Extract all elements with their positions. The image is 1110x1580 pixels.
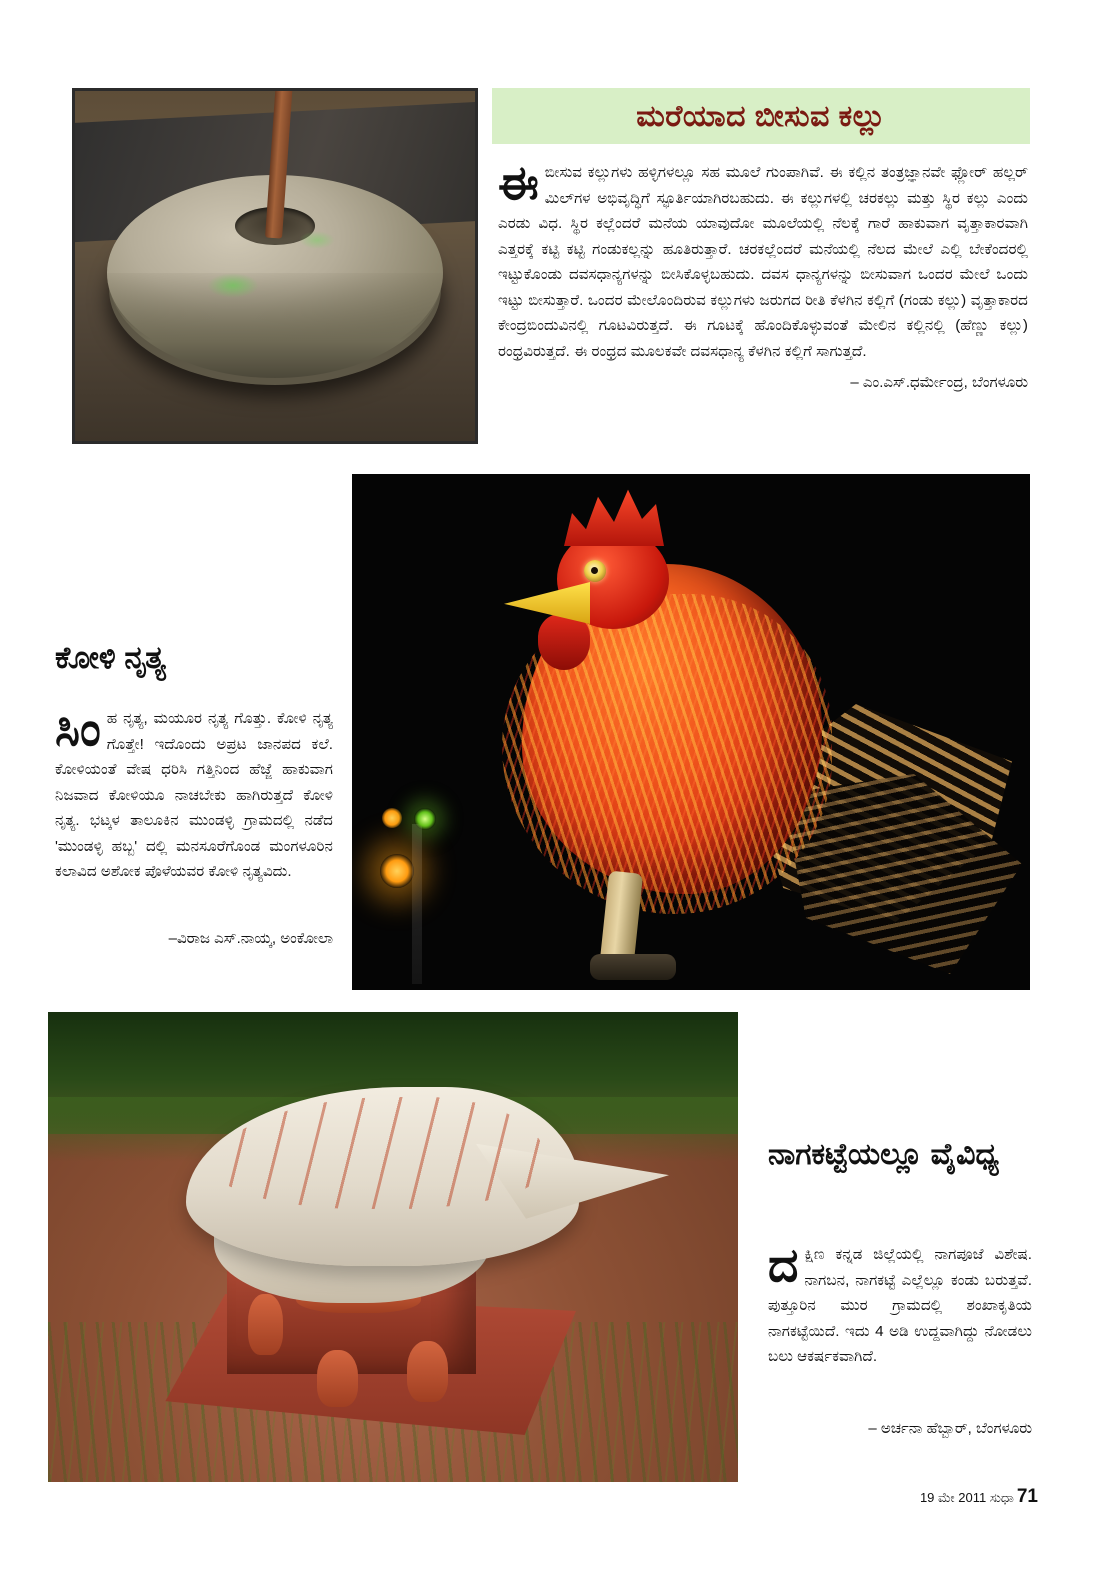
article3-body-text: ಕ್ಷಿಣ ಕನ್ನಡ ಜಿಲ್ಲೆಯಲ್ಲಿ ನಾಗಪೂಜೆ ವಿಶೇಷ. ನಾಗಬನ, ನಾಗಕಟ್ಟೆ ಎಲ್ಲೆಲ್ಲೂ ಕಂಡು ಬರುತ್ತವೆ. ಪುತ್ತೂರಿನ ಮುರ ಗ್ರಾಮದಲ್ಲಿ ಶಂಖಾಕೃತಿಯ ನಾಗಕಟ್ಟೆಯಿದೆ. ಇದು 4 ಅಡಿ ಉದ್ದವಾಗಿದ್ದು ನೋಡಲು ಬಲು ಆಕರ್ಷಕವಾಗಿದೆ. — [768, 1246, 1032, 1365]
article2-body-text: ಹ ನೃತ್ಯ, ಮಯೂರ ನೃತ್ಯ ಗೊತ್ತು. ಕೋಳಿ ನೃತ್ಯ ಗೊತ್ತೇ! ಇದೊಂದು ಅಪ್ರಟ ಜಾನಪದ ಕಲೆ. ಕೋಳಿಯಂತೆ ವೇಷ ಧರಿಸಿ ಗತ್ತಿನಿಂದ ಹೆಜ್ಜೆ ಹಾಕುವಾಗ ನಿಜವಾದ ಕೋಳಿಯೂ ನಾಚಬೇಕು ಹಾಗಿರುತ್ತದೆ ಕೋಳಿ ನೃತ್ಯ. ಭಟ್ಕಳ ತಾಲೂಕಿನ ಮುಂಡಳ್ಳಿ ಗ್ರಾಮದಲ್ಲಿ ನಡೆದ 'ಮುಂಡಳ್ಳಿ ಹಬ್ಬ' ದಲ್ಲಿ ಮನಸೂರೆಗೊಂಡ ಮಂಗಳೂರಿನ ಕಲಾವಿದ ಅಶೋಕ ಪೊಳೆಯವರ ಕೋಳಿ ನೃತ್ಯವಿದು. — [55, 710, 333, 880]
photo-rooster-dancer — [352, 474, 1030, 990]
photo2-lamp-orange-small — [382, 808, 402, 828]
photo3-snake-carving-3 — [317, 1350, 358, 1406]
photo2-rooster-eye — [584, 560, 606, 582]
article3-body — [768, 1238, 1032, 1370]
photo2-lamp-pole — [412, 824, 422, 984]
article3-title: ನಾಗಕಟ್ಟೆಯಲ್ಲೂ ವೈವಿಧ್ಯ — [768, 1138, 999, 1171]
footer-issue-text: 19 ಮೇ 2011 ಸುಧಾ — [919, 1490, 1014, 1505]
photo2-lamp-green — [414, 808, 436, 830]
photo2-lamp-orange — [380, 854, 414, 888]
photo2-rooster-comb — [564, 486, 664, 546]
photo2-rooster-wattle — [538, 614, 590, 670]
article2-title: ಕೋಳಿ ನೃತ್ಯ — [55, 640, 166, 675]
article2-body — [55, 702, 333, 885]
article1-body-text: ಬೀಸುವ ಕಲ್ಲುಗಳು ಹಳ್ಳಿಗಳಲ್ಲೂ ಸಹ ಮೂಲೆ ಗುಂಪಾಗಿವೆ. ಈ ಕಲ್ಲಿನ ತಂತ್ರಜ್ಞಾನವೇ ಫ್ಲೋರ್ ಹಲ್ಲರ್ ಮಿಲ್‌ಗಳ ಅಭಿವೃದ್ಧಿಗೆ ಸ್ಫೂರ್ತಿಯಾಗಿರಬಹುದು. ಈ ಕಲ್ಲುಗಳಲ್ಲಿ ಚರಕಲ್ಲು ಮತ್ತು ಸ್ಥಿರ ಕಲ್ಲು ಎಂದು ಎರಡು ವಿಧ. ಸ್ಥಿರ ಕಲ್ಲೆಂದರೆ ಮನೆಯ ಯಾವುದೋ ಮೂಲೆಯಲ್ಲಿ ನೆಲಕ್ಕೆ ಗಾರೆ ಹಾಕುವಾಗ ವೃತ್ತಾಕಾರವಾಗಿ ಎತ್ತರಕ್ಕೆ ಕಟ್ಟಿ ಕಟ್ಟಿ ಗಂಡುಕಲ್ಲನ್ನು ಹೂತಿರುತ್ತಾರೆ. ಚರಕಲ್ಲೆಂದರೆ ಮನೆಯಲ್ಲಿ ನೆಲದ ಮೇಲೆ ಎಲ್ಲಿ ಬೇಕೆಂದರಲ್ಲಿ ಇಟ್ಟುಕೊಂಡು ದವಸಧಾನ್ಯಗಳನ್ನು ಬೀಸಿಕೊಳ್ಳಬಹುದು. ದವಸ ಧಾನ್ಯಗಳನ್ನು ಬೀಸುವಾಗ ಒಂದರ ಮೇಲೆ ಒಂದು ಇಟ್ಟು ಬೀಸುತ್ತಾರೆ. ಒಂದರ ಮೇಲೊಂದಿರುವ ಕಲ್ಲುಗಳು ಜರುಗದ ರೀತಿ ಕೆಳಗಿನ ಕಲ್ಲಿಗೆ (ಗಂಡು ಕಲ್ಲು) ವೃತ್ತಾಕಾರದ ಕೇಂದ್ರಬಿಂದುವಿನಲ್ಲಿ ಗೂಟವಿರುತ್ತದೆ. ಈ ಗೂಟಕ್ಕೆ ಹೊಂದಿಕೊಳ್ಳುವಂತೆ ಮೇಲಿನ ಕಲ್ಲಿನಲ್ಲಿ (ಹೆಣ್ಣು ಕಲ್ಲು) ರಂಧ್ರವಿರುತ್ತದೆ. ಈ ರಂಧ್ರದ ಮೂಲಕವೇ ದವಸಧಾನ್ಯ ಕೆಳಗಿನ ಕಲ್ಲಿಗೆ ಸಾಗುತ್ತದೆ. — [498, 164, 1028, 360]
page-footer — [920, 1486, 1038, 1508]
article1-byline: – ಎಂ.ಎಸ್.ಧರ್ಮೇಂದ್ರ, ಬೆಂಗಳೂರು — [850, 374, 1028, 391]
article1-body — [498, 156, 1028, 396]
article2-byline: –ವಿರಾಜ ಎಸ್.ನಾಯ್ಕ, ಅಂಕೋಲಾ — [168, 930, 333, 947]
photo2-rooster-foot — [590, 954, 676, 980]
photo-grinding-stone — [72, 88, 478, 444]
photo1-moss-patch — [207, 273, 259, 298]
article2-dropcap: ಸಿಂ — [55, 702, 101, 755]
photo3-snake-carving-1 — [248, 1294, 283, 1355]
article3-dropcap: ದ — [768, 1238, 799, 1291]
photo1-moss-patch-secondary — [299, 231, 335, 249]
article1-title: ಮರೆಯಾದ ಬೀಸುವ ಕಲ್ಲು — [636, 100, 886, 133]
footer-page-number: 71 — [1016, 1486, 1038, 1507]
photo3-snake-carving-4 — [407, 1341, 448, 1402]
photo-naga-stone — [48, 1012, 738, 1482]
article3-byline: – ಅರ್ಚನಾ ಹೆಬ್ಬಾರ್, ಬೆಂಗಳೂರು — [868, 1420, 1032, 1437]
article1-dropcap: ಈ — [498, 156, 539, 209]
